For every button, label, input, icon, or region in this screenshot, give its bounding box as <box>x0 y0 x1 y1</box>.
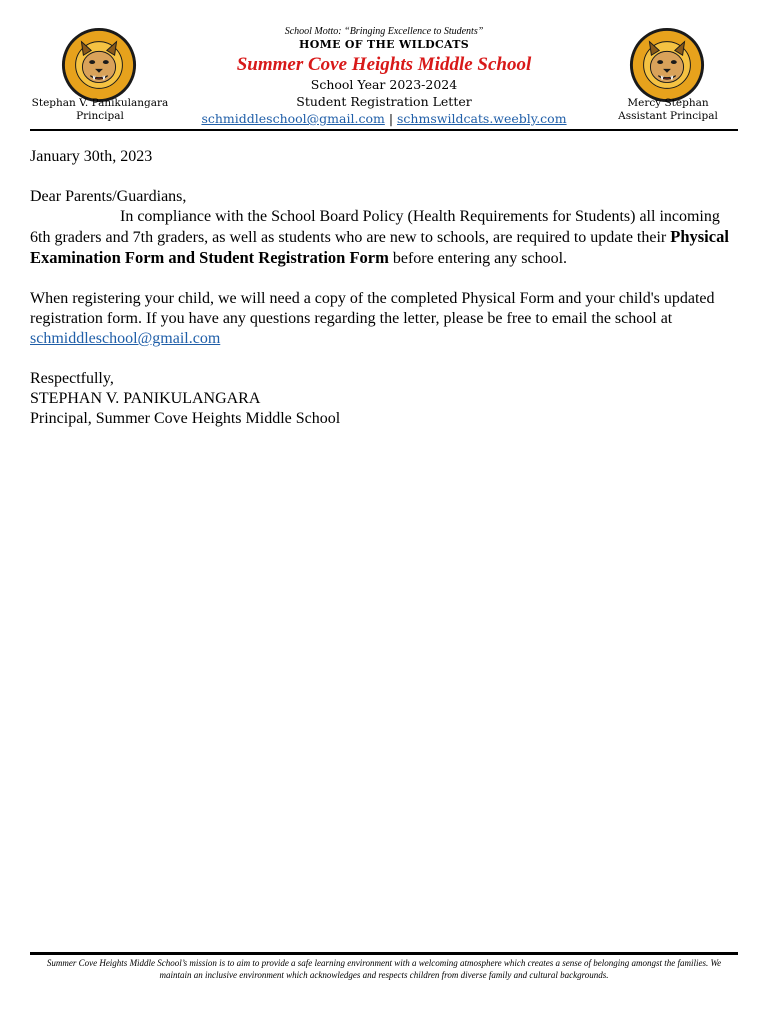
principal-block <box>15 97 185 123</box>
principal-title: Principal <box>76 110 124 122</box>
required-forms-text: Physical Examination Form and Student Registration Form <box>30 227 729 267</box>
footer-divider <box>30 952 738 955</box>
letter-date: January 30th, 2023 <box>30 148 153 165</box>
assistant-principal-name: Mercy Stephan <box>627 97 709 109</box>
wildcat-seal-logo-right <box>628 26 706 104</box>
email-link[interactable]: schmiddleschool@gmail.com <box>201 111 385 126</box>
letter-body <box>30 147 738 429</box>
assistant-principal-block <box>583 97 753 123</box>
paragraph-2 <box>30 289 738 349</box>
link-separator: | <box>388 111 394 126</box>
school-name: Summer Cove Heights Middle School <box>236 54 532 75</box>
signer-name: STEPHAN V. PANIKULANGARA <box>30 390 261 407</box>
wildcat-seal-logo-left <box>60 26 138 104</box>
contact-links <box>170 110 598 127</box>
paragraph-2-text: When registering your child, we will need a copy of the completed Physical Form and your child's updated registration form. If you have any questions regarding the letter, please be free to email the school at <box>30 290 715 327</box>
paragraph-1-start: In compliance with the School Board Policy (Health Requirements for Students) all incoming 6th graders and 7th graders, as well as students who are new to schools, are required to update their <box>30 208 720 246</box>
letter-type: Student Registration Letter <box>296 94 472 109</box>
principal-name: Stephan V. Panikulangara <box>31 97 169 109</box>
closing: Respectfully, <box>30 370 114 387</box>
header-divider <box>30 129 738 131</box>
website-link[interactable]: schmswildcats.weebly.com <box>397 111 567 126</box>
salutation: Dear Parents/Guardians, <box>30 188 187 205</box>
home-of-wildcats: HOME OF THE WILDCATS <box>299 38 469 51</box>
letterhead-center <box>170 26 598 127</box>
letterhead <box>0 0 768 132</box>
assistant-principal-title: Assistant Principal <box>618 110 718 122</box>
paragraph-1 <box>30 207 738 269</box>
school-motto: School Motto: “Bringing Excellence to Students” <box>284 26 484 37</box>
signer-title: Principal, Summer Cove Heights Middle School <box>30 410 341 427</box>
mission-statement: Summer Cove Heights Middle School’s mission is to aim to provide a safe learning environment with a welcoming atmosphere which creates a sense of belonging amongst the families. We maintain an inclusive environment which acknowledges and respects children from diverse family and cultural backgrounds. <box>46 958 722 980</box>
school-year: School Year 2023-2024 <box>310 77 458 92</box>
school-email-link[interactable]: schmiddleschool@gmail.com <box>30 330 221 347</box>
paragraph-1-end: before entering any school. <box>388 250 568 267</box>
